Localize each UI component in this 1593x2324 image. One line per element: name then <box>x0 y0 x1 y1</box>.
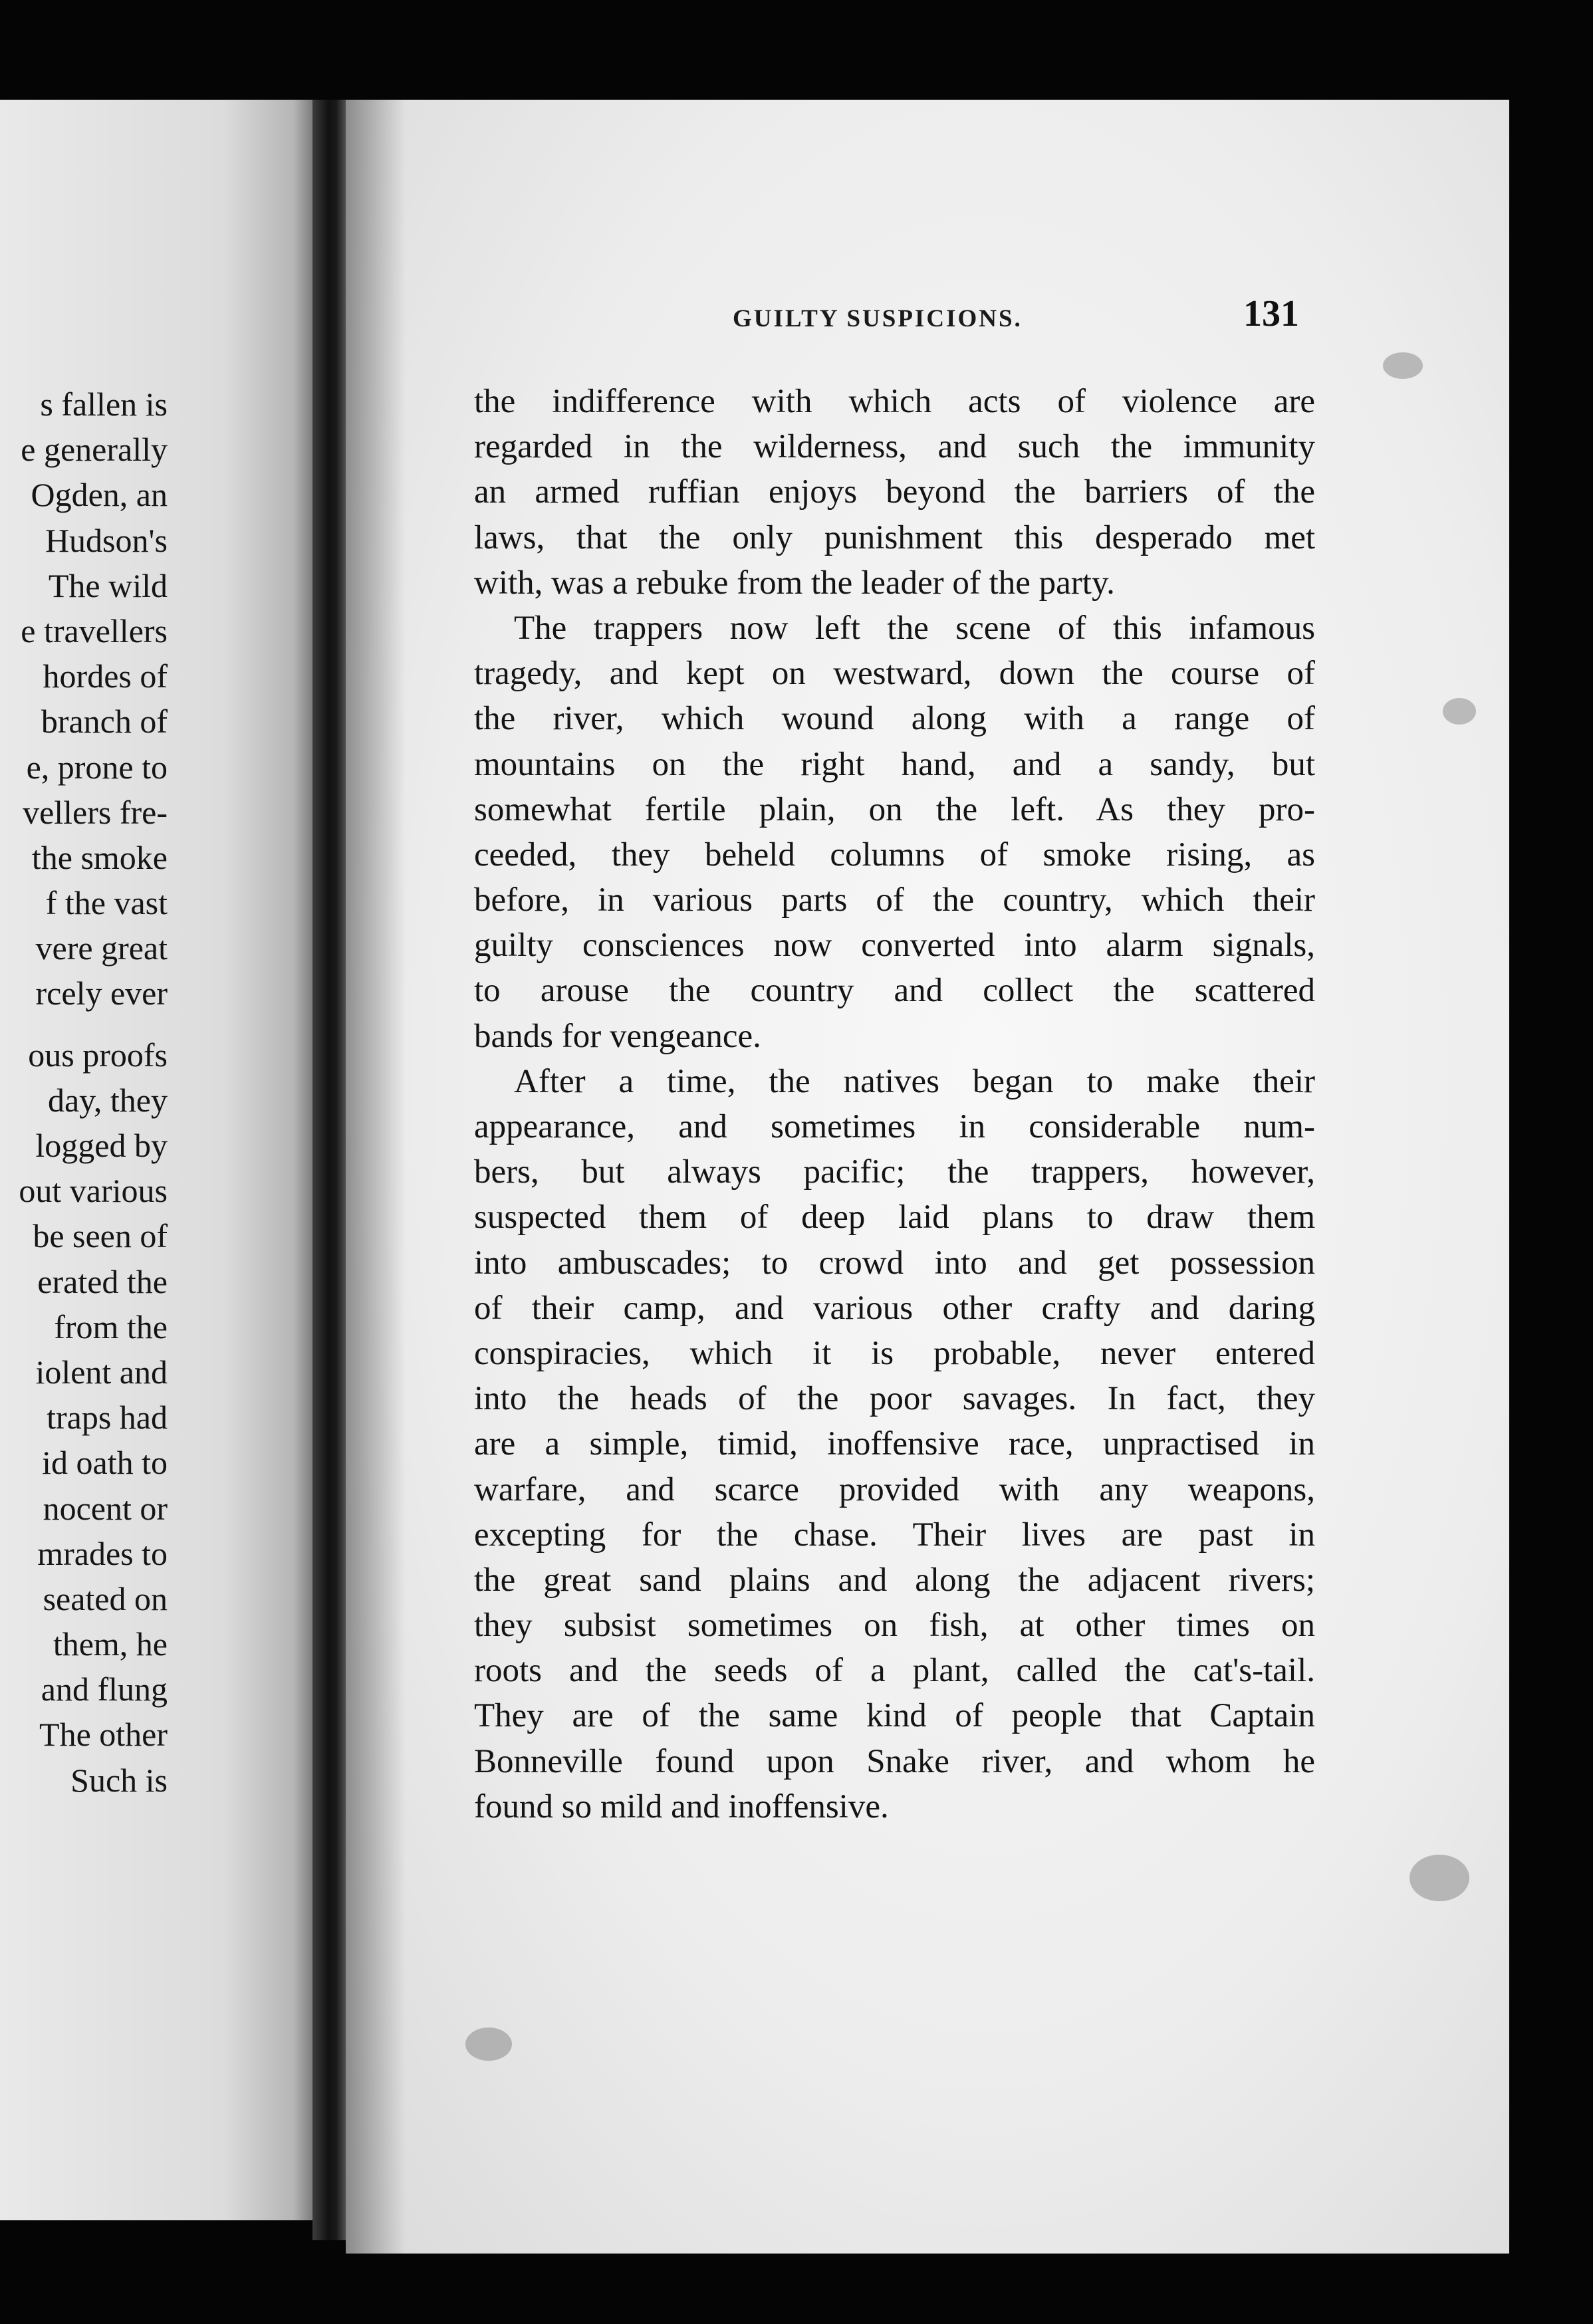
facing-line: s fallen is <box>40 386 168 423</box>
facing-page-left <box>0 100 319 2220</box>
text-line: tragedy, and kept on westward, down the course of <box>474 655 1315 693</box>
text-line: laws, that the only punishment this desperado met <box>474 519 1315 556</box>
text-line: found so mild and inoffensive. <box>474 1788 889 1825</box>
text-line: After a time, the natives began to make their <box>514 1062 1315 1100</box>
running-head: GUILTY SUSPICIONS. <box>733 305 1023 332</box>
facing-line: mrades to <box>37 1534 168 1572</box>
facing-line: Ogden, an <box>31 476 168 514</box>
facing-line: logged by <box>35 1127 168 1164</box>
facing-line: them, he <box>53 1625 168 1663</box>
facing-line: nocent or <box>43 1489 168 1527</box>
facing-line: The other <box>39 1716 168 1754</box>
text-line: into ambuscades; to crowd into and get possession <box>474 1244 1315 1282</box>
facing-line: e travellers <box>21 612 168 649</box>
text-line: warfare, and scarce provided with any weapons, <box>474 1470 1315 1508</box>
facing-line: erated the <box>37 1262 168 1300</box>
text-line: ceeded, they beheld columns of smoke rising, as <box>474 836 1315 873</box>
text-line: bers, but always pacific; the trappers, however, <box>474 1153 1315 1191</box>
text-line: regarded in the wilderness, and such the immunity <box>474 428 1315 466</box>
facing-line: seated on <box>43 1579 168 1617</box>
facing-line: The wild <box>48 566 168 604</box>
facing-line: be seen of <box>33 1217 168 1255</box>
text-line: The trappers now left the scene of this infamous <box>514 609 1315 647</box>
text-line: They are of the same kind of people that Captain <box>474 1697 1315 1735</box>
facing-line: iolent and <box>35 1353 168 1391</box>
text-line: conspiracies, which it is probable, never entered <box>474 1334 1315 1372</box>
text-line: excepting for the chase. Their lives are past in <box>474 1516 1315 1554</box>
facing-line: f the vast <box>45 884 168 922</box>
facing-line: Hudson's <box>45 521 168 559</box>
text-line: mountains on the right hand, and a sandy, but <box>474 745 1315 783</box>
text-line: of their camp, and various other crafty and daring <box>474 1289 1315 1327</box>
facing-line: from the <box>54 1308 168 1345</box>
facing-line: the smoke <box>31 838 168 876</box>
text-line: are a simple, timid, inoffensive race, unpractised in <box>474 1425 1315 1463</box>
text-line: Bonneville found upon Snake river, and whom he <box>474 1742 1315 1780</box>
facing-line: day, they <box>47 1081 168 1119</box>
scan-speck <box>1443 698 1476 725</box>
scan-speck <box>1383 352 1423 379</box>
page-number: 131 <box>1243 293 1299 334</box>
facing-page-text <box>0 382 168 1803</box>
facing-line: branch of <box>41 703 168 741</box>
text-line: the river, which wound along with a range of <box>474 700 1315 738</box>
facing-line: out various <box>19 1172 168 1210</box>
gutter-shadow <box>346 100 406 2254</box>
facing-line: hordes of <box>43 657 168 695</box>
scan-speck <box>465 2028 512 2061</box>
facing-line: traps had <box>47 1399 168 1437</box>
facing-line: vere great <box>35 929 168 967</box>
text-line: somewhat fertile plain, on the left. As they pro- <box>474 790 1315 828</box>
text-line: into the heads of the poor savages. In fact, they <box>474 1380 1315 1418</box>
text-line: bands for vengeance. <box>474 1017 761 1055</box>
facing-line: id oath to <box>42 1444 168 1482</box>
text-line: an armed ruffian enjoys beyond the barriers of the <box>474 473 1315 511</box>
facing-line: ous proofs <box>28 1036 168 1074</box>
text-line: before, in various parts of the country, which their <box>474 881 1315 919</box>
text-line: appearance, and sometimes in considerable num- <box>474 1108 1315 1145</box>
text-line: the great sand plains and along the adjacent rivers; <box>474 1561 1315 1599</box>
page-right <box>346 100 1509 2254</box>
scan-speck <box>1409 1855 1469 1901</box>
text-line: suspected them of deep laid plans to draw them <box>474 1199 1315 1236</box>
facing-line: vellers fre- <box>23 793 168 831</box>
text-line: they subsist sometimes on fish, at other times on <box>474 1607 1315 1645</box>
facing-line: and flung <box>41 1671 168 1708</box>
text-line: the indifference with which acts of violence are <box>474 383 1315 420</box>
facing-line: e generally <box>21 431 168 469</box>
facing-line: rcely ever <box>35 975 168 1012</box>
text-line: to arouse the country and collect the scattered <box>474 972 1315 1010</box>
text-line: with, was a rebuke from the leader of the party. <box>474 564 1115 602</box>
page-body <box>474 379 1315 1829</box>
text-line: roots and the seeds of a plant, called the cat's-tail. <box>474 1652 1315 1690</box>
facing-line: Such is <box>70 1761 168 1799</box>
facing-line: e, prone to <box>26 748 168 786</box>
text-line: guilty consciences now converted into alarm signals, <box>474 927 1315 965</box>
